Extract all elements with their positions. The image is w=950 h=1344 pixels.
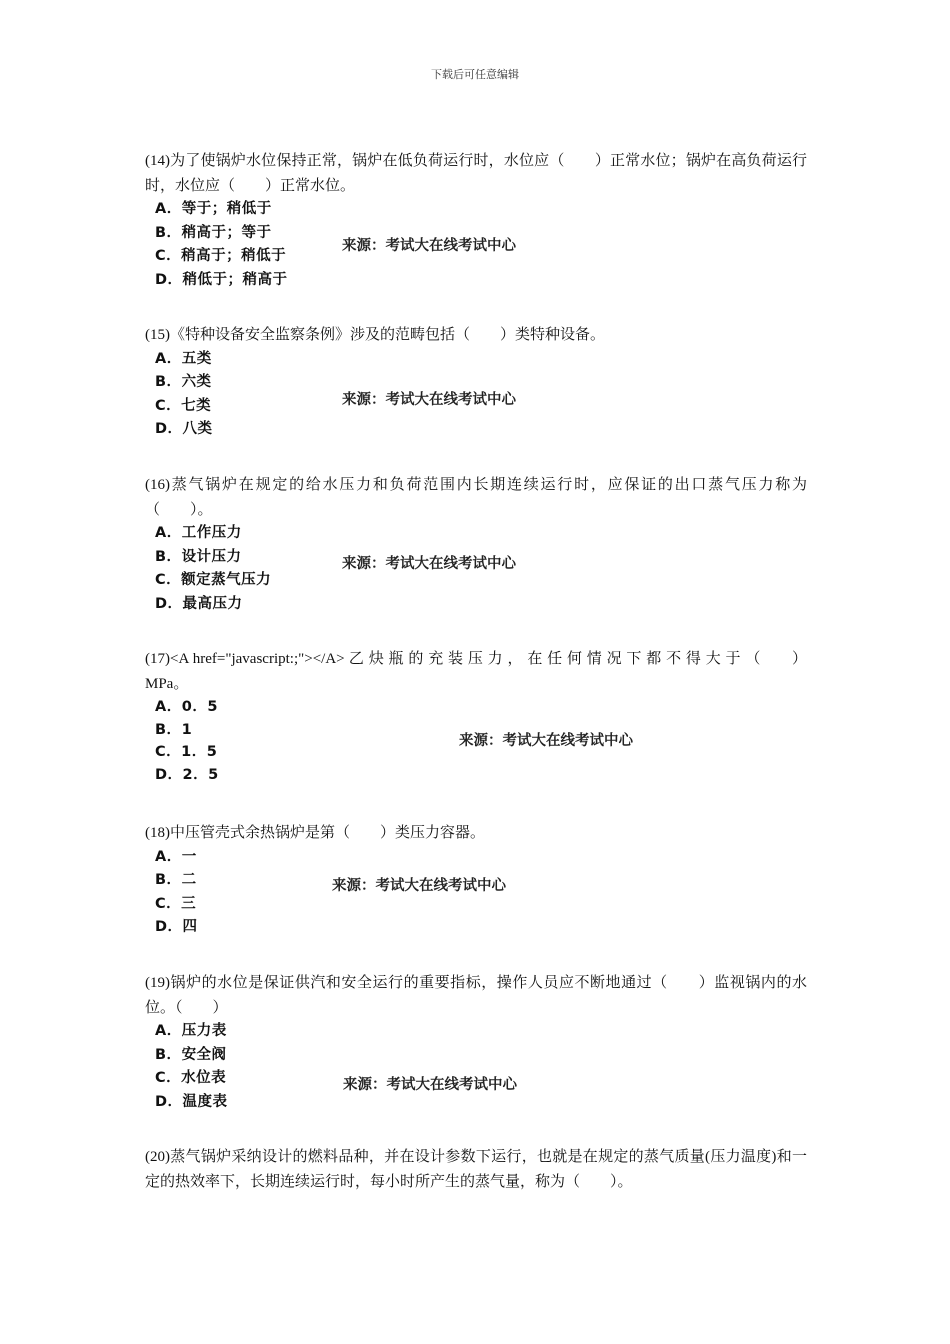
page-header: 下载后可任意编辑 (431, 68, 519, 81)
question-stem: (20)蒸气锅炉采纳设计的燃料品种，并在设计参数下运行，也就是在规定的蒸气质量(压力温度)和一定的热效率下，长期连续运行时，每小时所产生的蒸气量，称为（ ）。 (145, 1149, 807, 1190)
source-watermark: 来源：考试大在线考试中心 (343, 1077, 517, 1093)
question-16 (145, 473, 807, 616)
option-d: D．四 (155, 919, 198, 935)
question-stem: (16)蒸气锅炉在规定的给水压力和负荷范围内长期连续运行时，应保证的出口蒸气压力称为（ ）。 (145, 477, 807, 518)
option-a: A．五类 (155, 350, 212, 367)
question-14 (145, 149, 807, 292)
option-a: A．压力表 (155, 1023, 227, 1039)
option-b: B．六类 (155, 374, 212, 390)
option-b: B．二 (155, 872, 197, 888)
option-a: A．0．5 (155, 699, 218, 715)
option-d: D．最高压力 (155, 595, 243, 612)
question-stem: (17)<A href="javascript:;"></A> 乙 炔 瓶 的 充 装 压 力 ， 在 任 何 情 况 下 都 不 得 大 于 （ ）MPa。 (145, 651, 807, 692)
option-d: D．稍低于；稍高于 (155, 271, 288, 288)
option-b: B．设计压力 (155, 548, 242, 565)
option-c: C．1．5 (155, 744, 218, 760)
question-20 (145, 1145, 807, 1194)
option-d: D．温度表 (155, 1093, 228, 1110)
source-watermark: 来源：考试大在线考试中心 (332, 878, 506, 894)
option-d: D．2．5 (155, 766, 219, 783)
question-stem: (14)为了使锅炉水位保持正常，锅炉在低负荷运行时，水位应（ ）正常水位；锅炉在高负荷运行时，水位应（ ）正常水位。 (145, 153, 807, 194)
option-a: A．一 (155, 848, 197, 865)
option-a: A．等于；稍低于 (155, 201, 272, 217)
option-d: D．八类 (155, 421, 213, 437)
question-stem: (19)锅炉的水位是保证供汽和安全运行的重要指标，操作人员应不断地通过（ ）监视锅内的水位。（ ） (145, 975, 807, 1016)
source-watermark: 来源：考试大在线考试中心 (459, 733, 633, 749)
option-b: B．安全阀 (155, 1046, 227, 1063)
question-stem: (15)《特种设备安全监察条例》涉及的范畴包括（ ）类特种设备。 (145, 327, 605, 343)
source-watermark: 来源：考试大在线考试中心 (342, 238, 516, 254)
option-c: C．水位表 (155, 1070, 227, 1086)
question-17 (145, 647, 807, 786)
option-b: B．1 (155, 721, 193, 738)
option-b: B．稍高于；等于 (155, 224, 272, 241)
source-watermark: 来源：考试大在线考试中心 (342, 556, 516, 572)
question-stem: (18)中压管壳式余热锅炉是第（ ）类压力容器。 (145, 825, 485, 841)
option-c: C．三 (155, 895, 197, 912)
option-a: A．工作压力 (155, 525, 242, 541)
option-c: C．稍高于；稍低于 (155, 248, 287, 264)
source-watermark: 来源：考试大在线考试中心 (342, 392, 516, 408)
question-15 (145, 323, 807, 442)
option-c: C．七类 (155, 397, 212, 414)
option-c: C．额定蒸气压力 (155, 572, 272, 588)
